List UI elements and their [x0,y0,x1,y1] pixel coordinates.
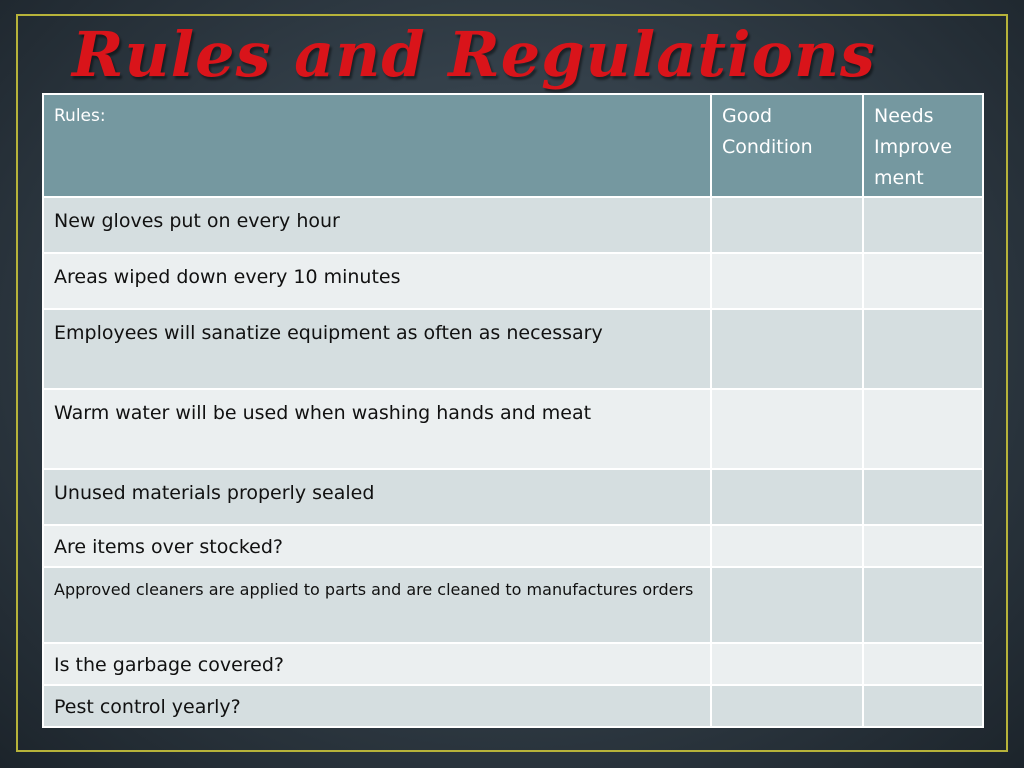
table-row [43,567,983,643]
needs-improvement-cell[interactable] [863,253,983,309]
rule-cell: New gloves put on every hour [43,197,711,253]
rule-cell: Are items over stocked? [43,525,711,567]
table-row [43,643,983,685]
table-row [43,525,983,567]
good-condition-cell[interactable] [711,525,863,567]
needs-improvement-cell[interactable] [863,525,983,567]
needs-improvement-cell[interactable] [863,567,983,643]
rule-cell: Employees will sanatize equipment as often as necessary [43,309,711,389]
needs-improvement-cell[interactable] [863,197,983,253]
good-condition-cell[interactable] [711,567,863,643]
rule-cell: Pest control yearly? [43,685,711,727]
good-condition-cell[interactable] [711,685,863,727]
rule-cell: Unused materials properly sealed [43,469,711,525]
rule-cell: Warm water will be used when washing hands and meat [43,389,711,469]
table-row [43,253,983,309]
rule-cell: Areas wiped down every 10 minutes [43,253,711,309]
needs-improvement-cell[interactable] [863,469,983,525]
good-condition-cell[interactable] [711,253,863,309]
rule-cell: Is the garbage covered? [43,643,711,685]
table-row [43,469,983,525]
rule-cell: Approved cleaners are applied to parts and are cleaned to manufactures orders [43,567,711,643]
good-condition-cell[interactable] [711,309,863,389]
needs-improvement-cell[interactable] [863,643,983,685]
rules-table [42,93,984,728]
table-row [43,197,983,253]
needs-improvement-cell[interactable] [863,685,983,727]
slide-title: Rules and Regulations [72,18,876,91]
header-needs-improvement: Needs Improve ment [863,94,983,197]
needs-improvement-cell[interactable] [863,389,983,469]
table-row [43,309,983,389]
table-row [43,685,983,727]
good-condition-cell[interactable] [711,197,863,253]
header-rules: Rules: [43,94,711,197]
table-header-row [43,94,983,197]
good-condition-cell[interactable] [711,643,863,685]
header-good-condition: Good Condition [711,94,863,197]
table-row [43,389,983,469]
good-condition-cell[interactable] [711,389,863,469]
needs-improvement-cell[interactable] [863,309,983,389]
good-condition-cell[interactable] [711,469,863,525]
